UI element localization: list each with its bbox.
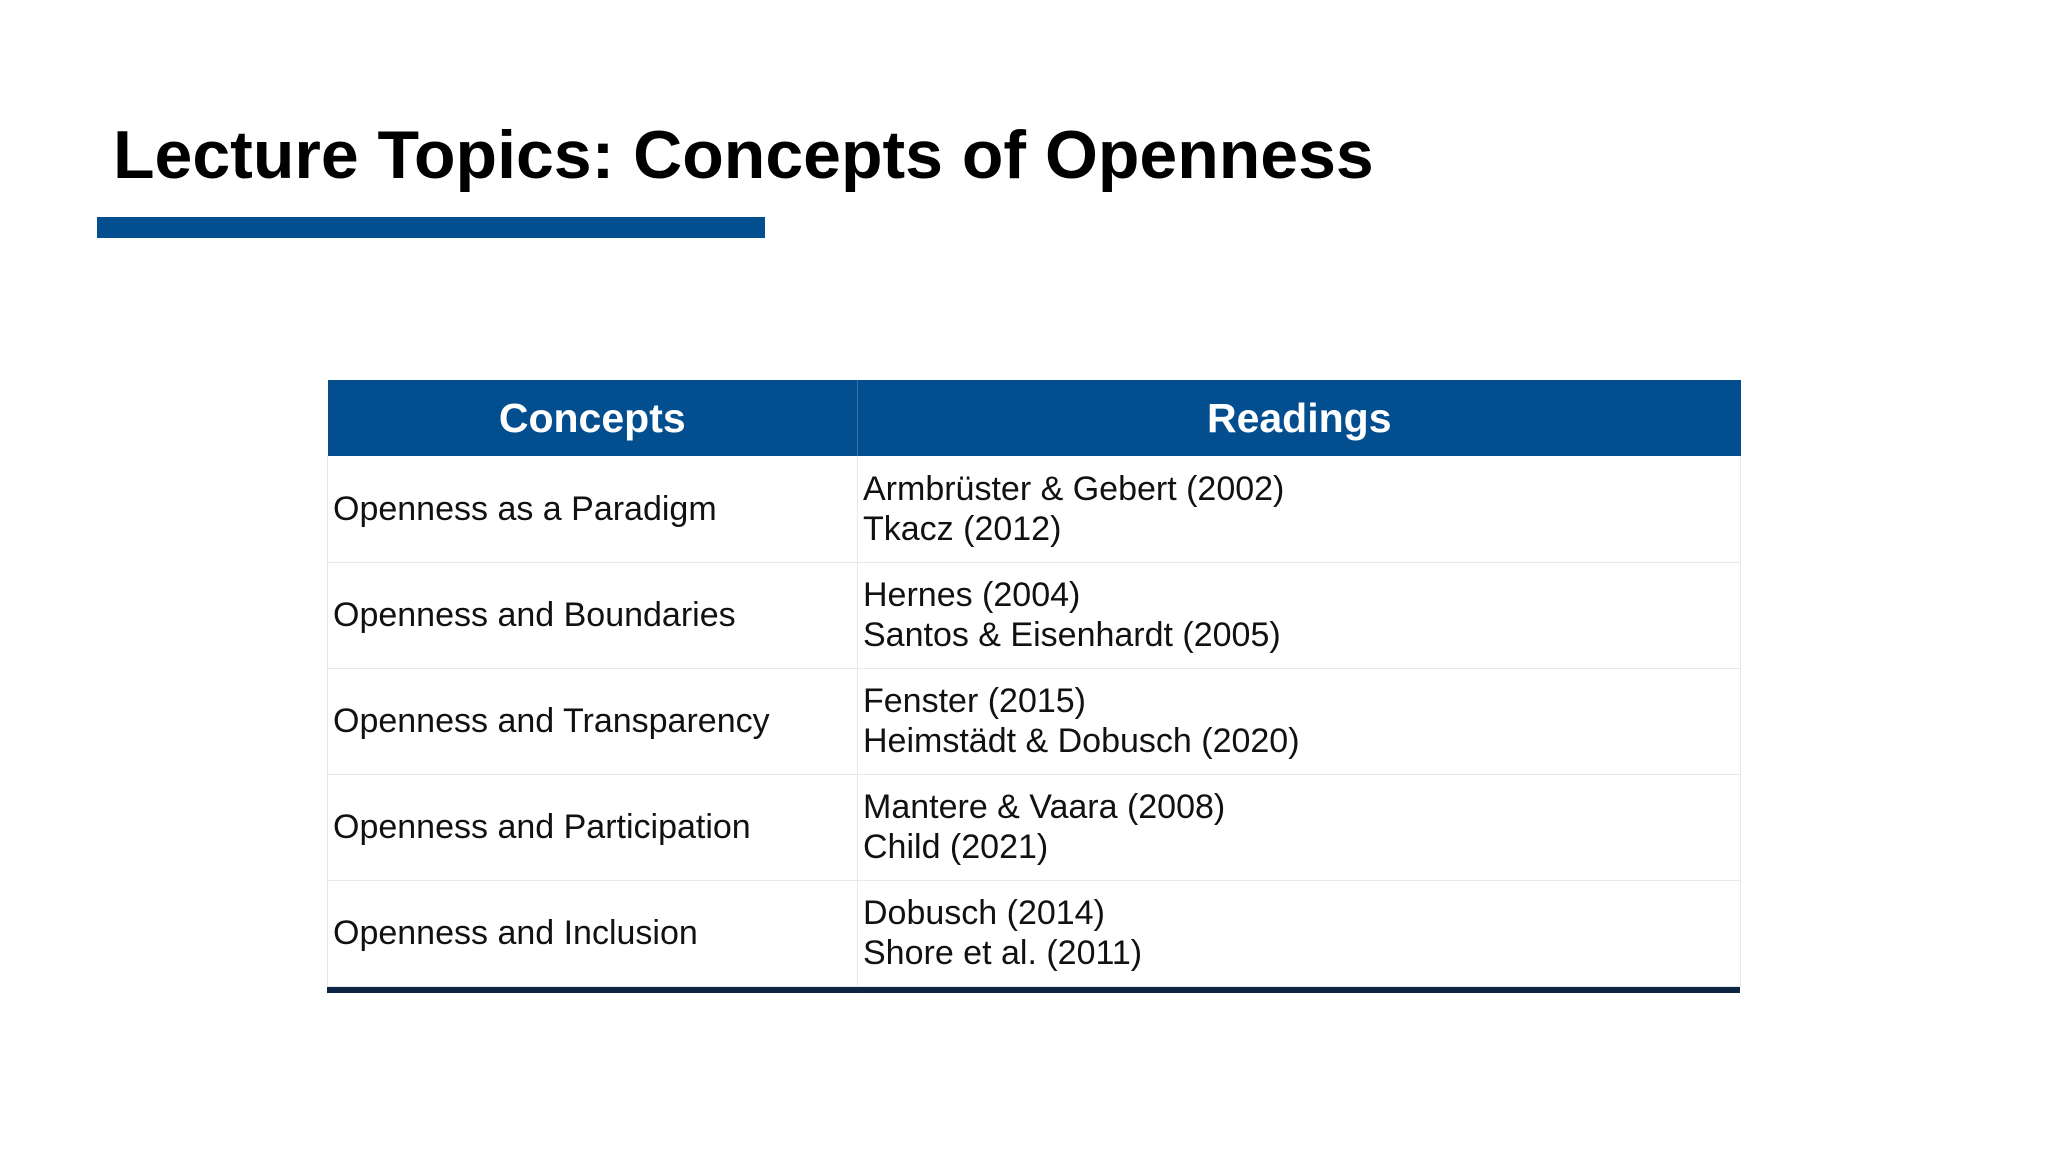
concept-cell: Openness as a Paradigm <box>328 456 858 562</box>
concept-cell: Openness and Boundaries <box>328 562 858 668</box>
readings-cell <box>858 774 1741 880</box>
table-row <box>328 562 1741 668</box>
table-body <box>328 456 1741 986</box>
table-header-row <box>328 380 1741 456</box>
table-row <box>328 774 1741 880</box>
reading-item: Hernes (2004) <box>863 576 1081 614</box>
reading-item: Tkacz (2012) <box>863 509 1062 548</box>
reading-item: Mantere & Vaara (2008) <box>863 788 1226 826</box>
concepts-table-container <box>327 380 1740 993</box>
table-row <box>328 668 1741 774</box>
concepts-readings-table <box>327 380 1741 987</box>
reading-item: Armbrüster & Gebert (2002) <box>863 469 1285 508</box>
concept-cell: Openness and Inclusion <box>328 880 858 986</box>
readings-cell <box>858 668 1741 774</box>
reading-item: Child (2021) <box>863 828 1049 866</box>
table-header <box>328 380 1741 456</box>
header-readings: Readings <box>858 380 1741 456</box>
table-row <box>328 880 1741 986</box>
title-underline-bar <box>97 217 765 238</box>
concept-cell: Openness and Transparency <box>328 668 858 774</box>
reading-item: Shore et al. (2011) <box>863 934 1143 972</box>
header-concepts: Concepts <box>328 380 858 456</box>
reading-item: Fenster (2015) <box>863 682 1086 720</box>
readings-cell <box>858 880 1741 986</box>
table-row <box>328 456 1741 562</box>
slide-title: Lecture Topics: Concepts of Openness <box>113 117 1374 193</box>
reading-item: Heimstädt & Dobusch (2020) <box>863 722 1300 760</box>
readings-cell <box>858 562 1741 668</box>
readings-cell <box>858 456 1741 562</box>
reading-item: Dobusch (2014) <box>863 894 1105 932</box>
concept-cell: Openness and Participation <box>328 774 858 880</box>
reading-item: Santos & Eisenhardt (2005) <box>863 616 1281 654</box>
